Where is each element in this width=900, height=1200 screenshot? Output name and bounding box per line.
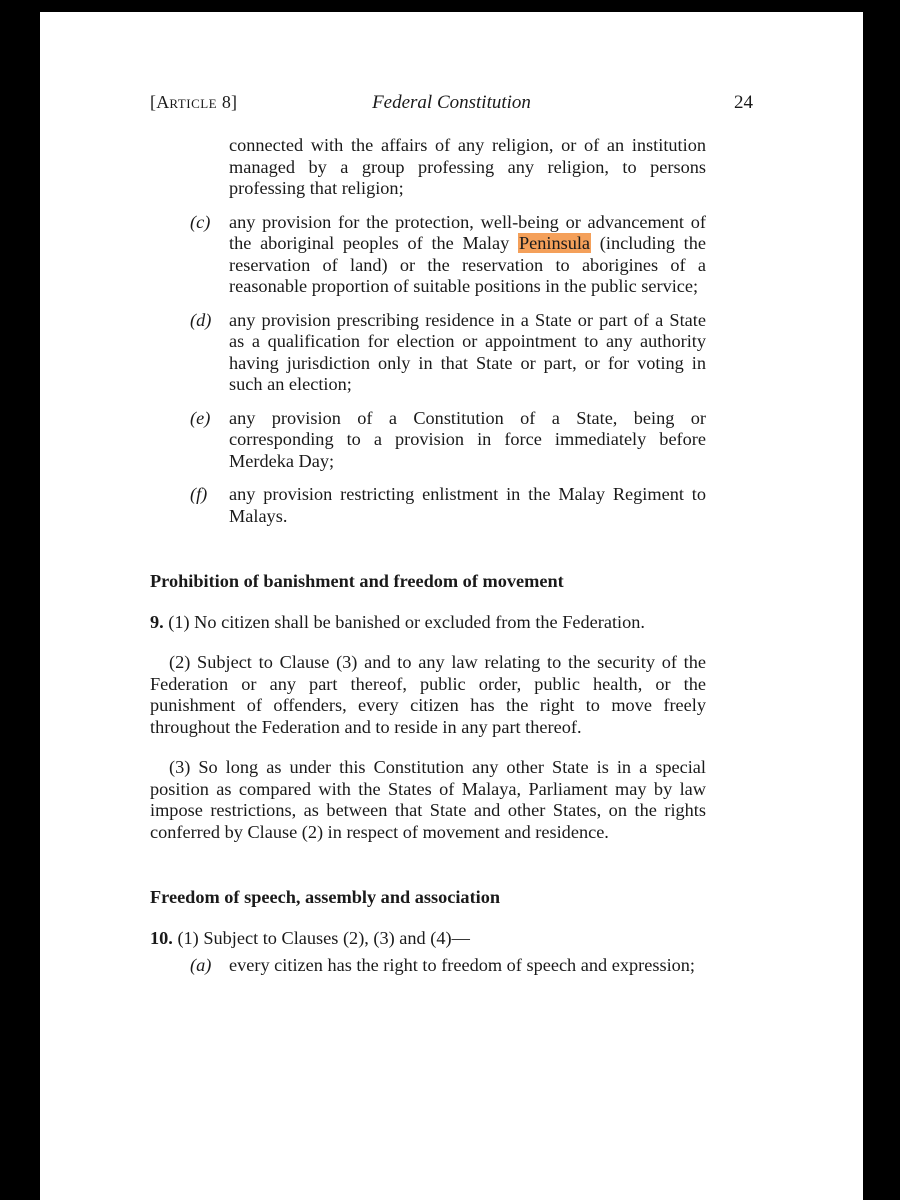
- item-label: [190, 955, 226, 977]
- article-number: 10.: [150, 927, 173, 948]
- document-title: Federal Constitution: [372, 92, 531, 113]
- article-number: 8]: [217, 92, 238, 112]
- item-text: any provision of a Constitution of a State, being or corresponding to a provision in force immediately before Merdeka Day;: [229, 407, 706, 471]
- section-heading-art9: Prohibition of banishment and freedom of movement: [150, 571, 564, 591]
- page-header: [150, 92, 753, 116]
- list-item-f: [150, 484, 706, 527]
- item-text: any provision prescribing residence in a State or part of a State as a qualification for election or appointment to any authority having jurisdiction only in that State or part, or for voting in such an election;: [229, 309, 706, 394]
- item-text: every citizen has the right to freedom of speech and expression;: [229, 955, 696, 975]
- document-page: [40, 12, 863, 1200]
- item-label: [190, 484, 226, 506]
- item-label-text: (f): [190, 484, 208, 504]
- art10-clause1: [150, 928, 706, 950]
- clause-text: (1) No citizen shall be banished or excluded from the Federation.: [168, 611, 645, 632]
- art9-clause2: (2) Subject to Clause (3) and to any law relating to the security of the Federation or any part thereof, public order, public health, or the punishment of offenders, every citizen has the right to move freely throughout the Federation and to reside in any part thereof.: [150, 652, 706, 737]
- list-item-e: [150, 408, 706, 473]
- item-label-text: (a): [190, 955, 212, 975]
- item-text: any provision restricting enlistment in the Malay Regiment to Malays.: [229, 484, 706, 526]
- item-label: [190, 310, 226, 332]
- page-body: [150, 135, 706, 977]
- list-item-c: [150, 212, 706, 298]
- item-label: [190, 408, 226, 430]
- item-label: [190, 212, 226, 234]
- clause-text: (1) Subject to Clauses (2), (3) and (4)—: [177, 927, 470, 948]
- list-item-d: [150, 310, 706, 396]
- search-highlight[interactable]: Peninsula: [518, 233, 591, 253]
- item-text: (including the reservation of land) or the reservation to aborigines of a reasonable proportion of suitable positions in the public service;: [229, 233, 706, 296]
- section-heading-art10: Freedom of speech, assembly and association: [150, 887, 501, 907]
- item-label-text: (c): [190, 211, 211, 232]
- list-item-a: [150, 955, 706, 977]
- article-cap: A: [156, 92, 170, 112]
- continuation-text: connected with the affairs of any religion, or of an institution managed by a group professing any religion, to persons professing that religion;: [229, 135, 706, 198]
- bracket: [: [150, 92, 157, 112]
- article-number: 9.: [150, 611, 164, 632]
- item-text: any provision for the protection, well-being or advancement of the aboriginal peoples of the Malay: [229, 211, 706, 253]
- item-label-text: (e): [190, 407, 211, 428]
- item-label-text: (d): [190, 309, 212, 330]
- article-smallcaps: RTICLE: [169, 96, 218, 111]
- page-number: 24: [734, 92, 753, 113]
- art9-clause1: [150, 612, 706, 634]
- art9-clause3: (3) So long as under this Constitution any other State is in a special position as compared with the States of Malaya, Parliament may by law impose restrictions, as between that State and other States, on the rights conferred by Clause (2) in respect of movement and residence.: [150, 757, 706, 842]
